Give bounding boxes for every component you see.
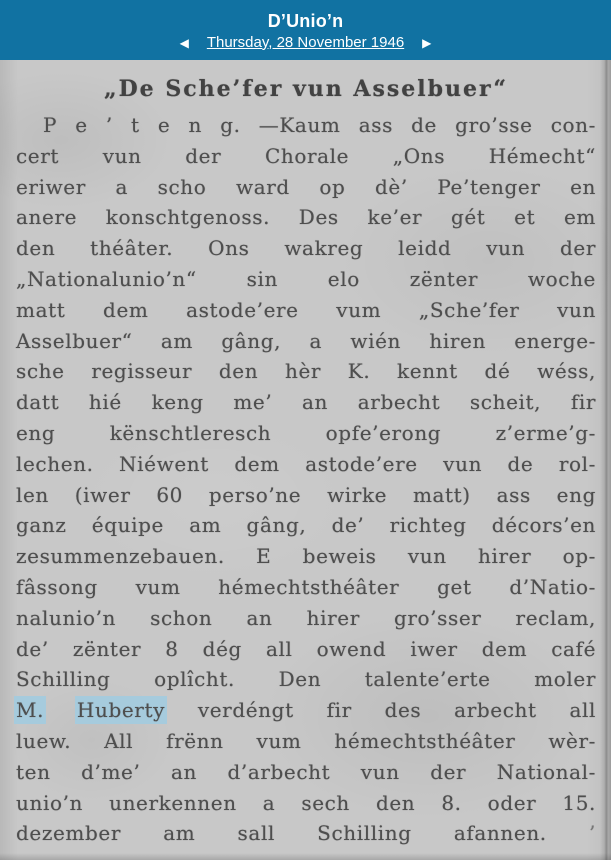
text-segment: de’ zënter 8 dég all owend iwer dem café	[16, 636, 596, 661]
chevron-right-icon: ▶	[422, 35, 432, 50]
article-line	[16, 541, 596, 572]
text-segment: lechen. Niéwent dem astode’ere vun de rol-	[16, 451, 596, 476]
text-segment	[547, 821, 589, 845]
article-line	[16, 418, 596, 449]
text-segment: ’	[589, 821, 596, 846]
text-segment: zesummenzebauen. E beweis vun hirer op-	[16, 544, 596, 569]
article-line	[16, 788, 596, 819]
issue-date-link[interactable]: Thursday, 28 November 1946	[206, 33, 405, 51]
article-line	[16, 110, 596, 141]
article-line	[16, 664, 596, 695]
article-line	[16, 726, 596, 757]
text-segment: eng kënschtleresch opfe’erong z’erme’g-	[16, 420, 596, 445]
article-line	[16, 295, 596, 326]
text-segment: sche regisseur den hèr K. kennt dé wéss,	[16, 359, 596, 384]
viewer-header	[0, 0, 611, 60]
scan-edge-bottom	[0, 853, 611, 860]
text-segment: cert vun der Chorale „Ons Hémecht“	[16, 143, 596, 168]
article-line	[16, 449, 596, 480]
search-highlight: Huberty	[76, 698, 165, 723]
previous-day-button[interactable]	[178, 33, 191, 53]
article-line	[16, 603, 596, 634]
text-segment: eriwer a scho ward op dè’ Pe’tenger en	[16, 174, 596, 199]
text-segment: ganz équipe am gâng, de’ richteg décors’en	[16, 513, 596, 538]
date-navigation	[178, 33, 434, 53]
newspaper-title: D’Unio’n	[267, 10, 344, 31]
text-segment: len (iwer 60 perso’ne wirke matt) ass eng	[16, 482, 596, 507]
article-line	[16, 634, 596, 665]
article-line	[16, 818, 596, 849]
text-segment: anere konschtgenoss. Des ke’er gét et em	[16, 205, 596, 230]
article-line	[16, 172, 596, 203]
text-segment: Schilling oplîcht. Den talente’erte moler	[16, 667, 596, 692]
text-segment: nalunio’n schon an hirer gro’sser reclam,	[16, 605, 596, 630]
text-segment	[44, 698, 77, 722]
article-lines	[16, 110, 596, 849]
text-segment: Asselbuer“ am gâng, a wién hiren energe-	[16, 328, 596, 353]
article-line	[16, 233, 596, 264]
article-line	[16, 141, 596, 172]
text-segment: den théâter. Ons wakreg leidd vun der	[16, 236, 596, 261]
scanned-newspaper-page	[0, 60, 611, 860]
text-segment: verdéngt fir des arbecht all	[164, 698, 596, 723]
text-segment: unio’n unerkennen a sech den 8. oder 15.	[16, 790, 596, 815]
article-line	[16, 264, 596, 295]
article-line	[16, 356, 596, 387]
text-segment: matt dem astode’ere vum „Sche’fer vun	[16, 297, 596, 322]
article-headline: „De Sche’fer vun Asselbuer“	[103, 76, 509, 102]
next-day-button[interactable]	[420, 33, 433, 53]
chevron-left-icon: ◀	[179, 35, 189, 50]
article-line	[16, 480, 596, 511]
article-line	[16, 757, 596, 788]
text-segment: dezember am sall Schilling afannen.	[16, 821, 547, 846]
article-line	[16, 326, 596, 357]
search-highlight: M.	[16, 698, 45, 723]
article-line	[16, 510, 596, 541]
article-line	[16, 387, 596, 418]
text-segment: fâssong vum hémechtsthéâter get d’Natio-	[16, 574, 596, 599]
article-line	[16, 572, 596, 603]
text-segment: datt hié keng me’ an arbecht scheit, fir	[16, 390, 596, 415]
text-segment: luew. All frënn vum hémechtsthéâter wèr-	[16, 728, 596, 753]
article-line	[16, 202, 596, 233]
text-segment: „Nationalunio’n“ sin elo zënter woche	[16, 266, 596, 291]
text-segment: P e ’ t e n g. —Kaum ass de gro’sse con-	[43, 113, 596, 137]
text-segment: ten d’me’ an d’arbecht vun der National-	[16, 759, 596, 784]
article	[0, 60, 611, 849]
article-line	[16, 695, 596, 726]
